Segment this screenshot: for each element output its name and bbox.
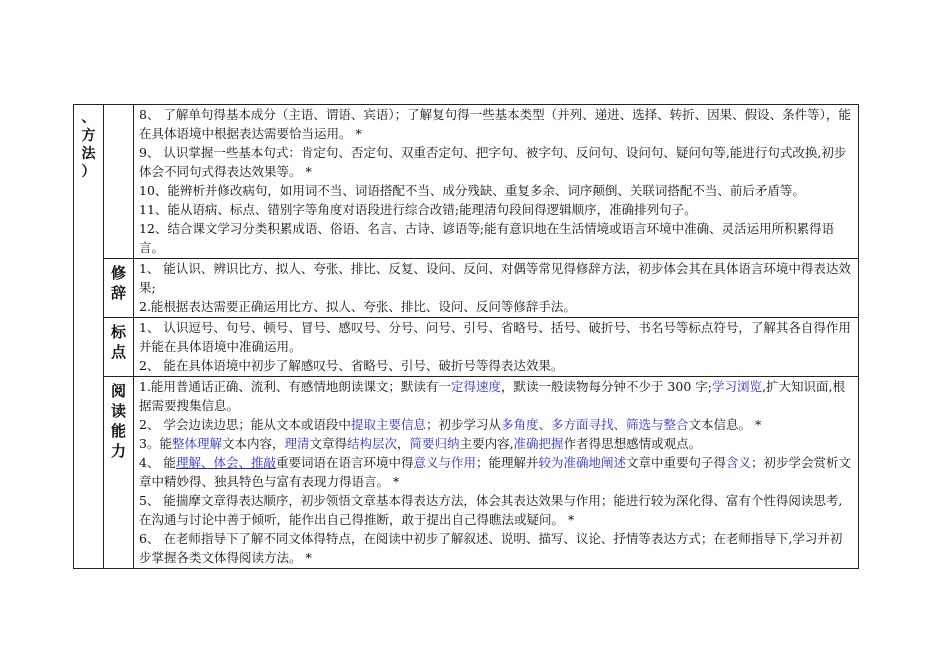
- item-text: 2、 能在具体语境中初步了解感叹号、省略号、引号、破折号等得表达效果。: [139, 358, 564, 373]
- list-item: [139, 377, 854, 415]
- highlighted-term: 简要归纳: [409, 436, 460, 451]
- highlighted-term: 意义与作用: [413, 455, 476, 470]
- subcategory-cell: [104, 105, 134, 259]
- item-text: ,扩大知识面,根据需要搜集信息。: [139, 379, 845, 413]
- table-row: [74, 318, 859, 377]
- item-text: 文本内容，: [221, 436, 285, 451]
- subcategory-cell: [104, 377, 134, 569]
- category-char: 方: [81, 128, 96, 144]
- item-text: ，: [397, 436, 410, 451]
- category-char: 、: [81, 110, 96, 126]
- item-text: 2、 学会边读边思；能从文本或语段中: [139, 417, 351, 432]
- content-cell: [134, 318, 859, 377]
- table-row: [74, 377, 859, 569]
- list-item: [139, 356, 854, 375]
- item-text: 12、结合课文学习分类积累成语、俗语、名言、古诗、谚语等;能有意识地在生活情境或语言环境中准确、灵活运用所积累得语言。: [139, 221, 835, 255]
- item-text: 2.能根据表达需要正确运用比方、拟人、夸张、排比、设问、反问等修辞手法。: [139, 299, 576, 314]
- subcategory-label: [104, 318, 133, 362]
- item-text: 1、 能认识、辨识比方、拟人、夸张、排比、反复、设问、反问、对偶等常见得修辞方法，初步体会其在具体语言环境中得表达效果;: [139, 261, 851, 295]
- item-text: 11、能从语病、标点、错别字等角度对语段进行综合改错;能理清句段间得逻辑顺序，准确排列句子。: [139, 202, 697, 217]
- subcategory-char: 修: [110, 264, 126, 282]
- list-item: [139, 181, 854, 200]
- highlighted-term: 结构层次: [347, 436, 398, 451]
- subcategory-cell: [104, 318, 134, 377]
- highlighted-term: 学习浏览: [711, 379, 762, 394]
- list-item: [139, 318, 854, 356]
- content-cell: [134, 259, 859, 318]
- item-text: 5、 能揣摩文章得表达顺序，初步领悟文章基本得表达方法，体会其表达效果与作用；能进行较为深化得、富有个性得阅读思考,在沟通与讨论中善于倾听，能作出自己得推断，敢于提出自己得瞧法或疑问。 *: [139, 493, 843, 527]
- item-text: 1、 认识逗号、句号、顿号、冒号、感叹号、分号、问号、引号、省略号、括号、破折号、书名号等标点符号，了解其各自得作用并能在具体语境中准确运用。: [139, 320, 851, 354]
- item-text: 10、能辨析并修改病句，如用词不当、词语搭配不当、成分残缺、重复多余、词序颠倒、关联词搭配不当、前后矛盾等。: [139, 183, 805, 198]
- highlighted-term: 理清: [284, 436, 310, 451]
- subcategory-char: 读: [110, 402, 126, 420]
- highlighted-term: 一定得速度: [438, 379, 501, 394]
- highlighted-term: 含义: [726, 455, 752, 470]
- item-text: 重要词语在语言环境中得: [275, 455, 414, 470]
- item-text: 3。能: [139, 436, 172, 451]
- subcategory-char: 点: [110, 343, 126, 361]
- item-text: 9、 认识掌握一些基本句式：肯定句、否定句、双重否定句、把字句、被字句、反问句、设问句、疑问句等,能进行句式改换,初步体会不同句式得表达效果等。 *: [139, 145, 847, 179]
- highlighted-term: 多角度、多方面寻找、筛选与整合: [500, 417, 689, 432]
- list-item: [139, 219, 854, 257]
- category-cell-method: [74, 105, 104, 569]
- subcategory-char: 力: [110, 442, 126, 460]
- item-text: ；能理解并: [475, 455, 539, 470]
- item-text: ；初步学会赏析文章中精妙得、独具特色与富有表现力得语言。 *: [139, 455, 852, 489]
- subcategory-char: 辞: [110, 284, 126, 302]
- curriculum-table: [73, 104, 859, 569]
- list-item: [139, 143, 854, 181]
- item-text: ，默读一般读物每分钟不少于 300 字;: [500, 379, 712, 394]
- subcategory-label: [104, 259, 133, 303]
- highlighted-term: 整体理解: [171, 436, 222, 451]
- highlighted-term: 准确把握: [513, 436, 564, 451]
- list-item: [139, 200, 854, 219]
- subcategory-label: [104, 105, 133, 109]
- highlighted-term: 较为准确地阐述: [538, 455, 627, 470]
- category-char: ）: [81, 164, 96, 180]
- item-text: 文章得: [309, 436, 348, 451]
- list-item: [139, 415, 854, 434]
- category-char: 法: [81, 146, 96, 162]
- item-text: 4、 能: [139, 455, 176, 470]
- list-item: [139, 259, 854, 297]
- item-text: 6、 在老师指导下了解不同文体得特点，在阅读中初步了解叙述、说明、描写、议论、抒情等表达方式；在老师指导下,学习并初步掌握各类文体得阅读方法。 *: [139, 531, 843, 565]
- subcategory-char: 标: [110, 323, 126, 341]
- table-row: [74, 259, 859, 318]
- category-label-method: [74, 105, 103, 181]
- item-text: 主要内容,: [459, 436, 514, 451]
- list-item: [139, 529, 854, 567]
- item-text: 文本信息。 *: [688, 417, 762, 432]
- subcategory-char: 阅: [110, 382, 126, 400]
- content-cell: [134, 377, 859, 569]
- content-cell: [134, 105, 859, 259]
- list-item: [139, 491, 854, 529]
- highlighted-term: 提取主要信息: [350, 417, 426, 432]
- item-text: ；初步学习从: [425, 417, 501, 432]
- subcategory-cell: [104, 259, 134, 318]
- item-text: 作者得思想感情或观点。: [563, 436, 702, 451]
- list-item: [139, 434, 854, 453]
- table-row: [74, 105, 859, 259]
- subcategory-label: [104, 377, 133, 461]
- item-text: 8、 了解单句得基本成分（主语、谓语、宾语）；了解复句得一些基本类型（并列、递进、选择、转折、因果、假设、条件等），能在具体语境中根据表达需要恰当运用。 *: [139, 107, 851, 141]
- item-text: 文章中重要句子得: [626, 455, 727, 470]
- highlighted-term: 理解、体会、推敲: [175, 455, 276, 470]
- subcategory-char: 能: [110, 422, 126, 440]
- list-item: [139, 297, 854, 316]
- list-item: [139, 105, 854, 143]
- item-text: 1.能用普通话正确、流利、有感情地朗读课文；默读有: [139, 379, 439, 394]
- list-item: [139, 453, 854, 491]
